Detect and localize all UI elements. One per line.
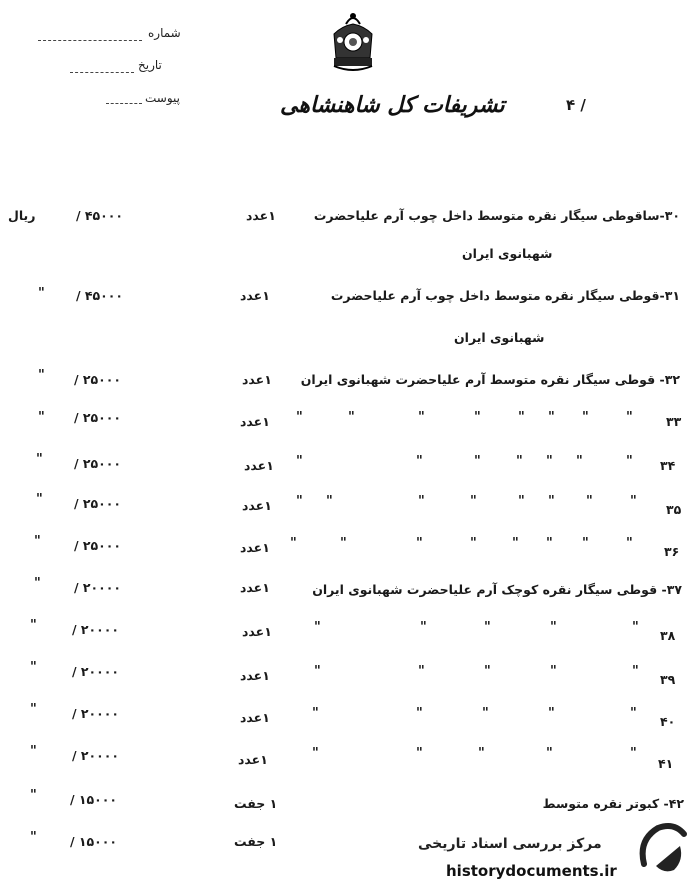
item-32-price: / ۲۵۰۰۰ <box>74 372 122 387</box>
ditto: " <box>484 664 491 679</box>
item-36-currency: " <box>34 534 41 549</box>
item-41-currency: " <box>30 744 37 759</box>
ditto: " <box>340 536 347 551</box>
ditto: " <box>416 746 423 761</box>
ditto: " <box>626 410 633 425</box>
ditto: " <box>546 536 553 551</box>
item-31-price: / ۴۵۰۰۰ <box>76 288 124 303</box>
watermark-text: مرکز بررسی اسناد تاریخی <box>418 836 602 852</box>
item-30-description-cont: شهبانوی ایران <box>462 246 553 261</box>
item-38-qty: ۱عدد <box>242 624 272 639</box>
item-39-currency: " <box>30 660 37 675</box>
item-39-qty: ۱عدد <box>240 668 270 683</box>
watermark-url: historydocuments.ir <box>446 862 617 880</box>
ditto: " <box>582 410 589 425</box>
item-40-qty: ۱عدد <box>240 710 270 725</box>
ditto: " <box>586 494 593 509</box>
ditto: " <box>518 410 525 425</box>
item-41-number: ۴۱ <box>658 756 674 771</box>
ditto: " <box>582 536 589 551</box>
ditto: " <box>290 536 297 551</box>
ditto: " <box>416 454 423 469</box>
ditto: " <box>296 454 303 469</box>
attachment-label: پیوست <box>145 91 180 105</box>
ditto: " <box>296 494 303 509</box>
ditto: " <box>516 454 523 469</box>
item-42-price: / ۱۵۰۰۰ <box>70 792 118 807</box>
ditto: " <box>470 536 477 551</box>
ditto: " <box>550 664 557 679</box>
number-label: شماره <box>148 26 181 40</box>
item-34-number: ۳۴ <box>660 458 676 473</box>
item-43-qty: ۱ جفت <box>234 834 278 849</box>
ditto: " <box>326 494 333 509</box>
item-33-price: / ۲۵۰۰۰ <box>74 410 122 425</box>
item-41-price: / ۲۰۰۰۰ <box>72 748 120 763</box>
item-33-number: ۳۳ <box>666 414 682 429</box>
item-41-qty: ۱عدد <box>238 752 268 767</box>
item-33-dittos <box>296 410 646 426</box>
ditto: " <box>474 454 481 469</box>
item-40-dittos <box>312 706 642 722</box>
ditto: " <box>626 454 633 469</box>
item-34-price: / ۲۵۰۰۰ <box>74 456 122 471</box>
ditto: " <box>482 706 489 721</box>
ditto: " <box>416 536 423 551</box>
ditto: " <box>632 620 639 635</box>
item-38-dittos <box>314 620 644 636</box>
ditto: " <box>474 410 481 425</box>
ditto: " <box>418 410 425 425</box>
item-35-qty: ۱عدد <box>242 498 272 513</box>
number-line <box>38 40 142 41</box>
item-32-qty: ۱عدد <box>242 372 272 387</box>
item-34-qty: ۱عدد <box>244 458 274 473</box>
item-31-description: ۳۱-قوطی سیگار نقره متوسط داخل چوب آرم علیاحضرت <box>330 288 680 303</box>
watermark-logo-icon <box>634 820 690 876</box>
item-30-currency: ریال <box>8 208 36 223</box>
ditto: " <box>546 454 553 469</box>
ditto: " <box>546 746 553 761</box>
item-36-dittos <box>290 536 640 552</box>
item-39-number: ۳۹ <box>660 672 676 687</box>
crown-emblem <box>328 12 378 74</box>
item-37-description: ۳۷- قوطی سیگار نقره کوچک آرم علیاحضرت شهبانوی ایران <box>312 582 682 597</box>
ditto: " <box>418 664 425 679</box>
item-35-dittos <box>296 494 646 510</box>
ditto: " <box>296 410 303 425</box>
item-37-qty: ۱عدد <box>240 580 270 595</box>
item-37-price: / ۲۰۰۰۰ <box>74 580 122 595</box>
item-42-currency: " <box>30 788 37 803</box>
ditto: " <box>470 494 477 509</box>
ditto: " <box>314 620 321 635</box>
item-32-description: ۳۲- قوطی سیگار نقره متوسط آرم علیاحضرت شهبانوی ایران <box>300 372 680 387</box>
item-31-qty: ۱عدد <box>240 288 270 303</box>
attachment-line <box>106 103 142 104</box>
item-43-price: / ۱۵۰۰۰ <box>70 834 118 849</box>
ditto: " <box>548 410 555 425</box>
item-34-dittos <box>296 454 646 470</box>
item-31-description-cont: شهبانوی ایران <box>454 330 545 345</box>
ditto: " <box>314 664 321 679</box>
ditto: " <box>548 706 555 721</box>
ditto: " <box>420 620 427 635</box>
page-title: تشریفات کل شاهنشاهی <box>280 92 505 118</box>
item-30-qty: ۱عدد <box>246 208 276 223</box>
item-40-number: ۴۰ <box>660 714 676 729</box>
item-40-currency: " <box>30 702 37 717</box>
ditto: " <box>512 536 519 551</box>
ditto: " <box>550 620 557 635</box>
ditto: " <box>312 706 319 721</box>
item-42-qty: ۱ جفت <box>234 796 278 811</box>
item-30-price: / ۴۵۰۰۰ <box>76 208 124 223</box>
item-30-description: ۳۰-ساقوطی سیگار نقره متوسط داخل چوب آرم علیاحضرت <box>313 208 680 223</box>
ditto: " <box>630 706 637 721</box>
item-39-price: / ۲۰۰۰۰ <box>72 664 120 679</box>
ditto: " <box>576 454 583 469</box>
item-38-currency: " <box>30 618 37 633</box>
item-43-currency: " <box>30 830 37 845</box>
item-35-number: ۳۵ <box>666 502 682 517</box>
item-42-description: ۴۲- کبوتر نقره متوسط <box>542 796 684 811</box>
ditto: " <box>312 746 319 761</box>
ditto: " <box>632 664 639 679</box>
item-35-price: / ۲۵۰۰۰ <box>74 496 122 511</box>
item-31-currency: " <box>38 286 45 301</box>
item-36-price: / ۲۵۰۰۰ <box>74 538 122 553</box>
item-41-dittos <box>312 746 642 762</box>
ditto: " <box>478 746 485 761</box>
item-36-qty: ۱عدد <box>240 540 270 555</box>
date-label: تاریخ <box>138 58 162 72</box>
ditto: " <box>518 494 525 509</box>
item-38-price: / ۲۰۰۰۰ <box>72 622 120 637</box>
ditto: " <box>418 494 425 509</box>
ditto: " <box>626 536 633 551</box>
item-32-currency: " <box>38 368 45 383</box>
date-line <box>70 72 134 73</box>
item-39-dittos <box>314 664 644 680</box>
ditto: " <box>416 706 423 721</box>
item-33-currency: " <box>38 410 45 425</box>
item-36-number: ۳۶ <box>664 544 680 559</box>
ditto: " <box>630 746 637 761</box>
item-34-currency: " <box>36 452 43 467</box>
page-number: / ۴ <box>566 96 586 114</box>
ditto: " <box>348 410 355 425</box>
item-37-currency: " <box>34 576 41 591</box>
item-33-qty: ۱عدد <box>240 414 270 429</box>
ditto: " <box>548 494 555 509</box>
item-40-price: / ۲۰۰۰۰ <box>72 706 120 721</box>
ditto: " <box>630 494 637 509</box>
item-38-number: ۳۸ <box>660 628 676 643</box>
item-35-currency: " <box>36 492 43 507</box>
ditto: " <box>484 620 491 635</box>
